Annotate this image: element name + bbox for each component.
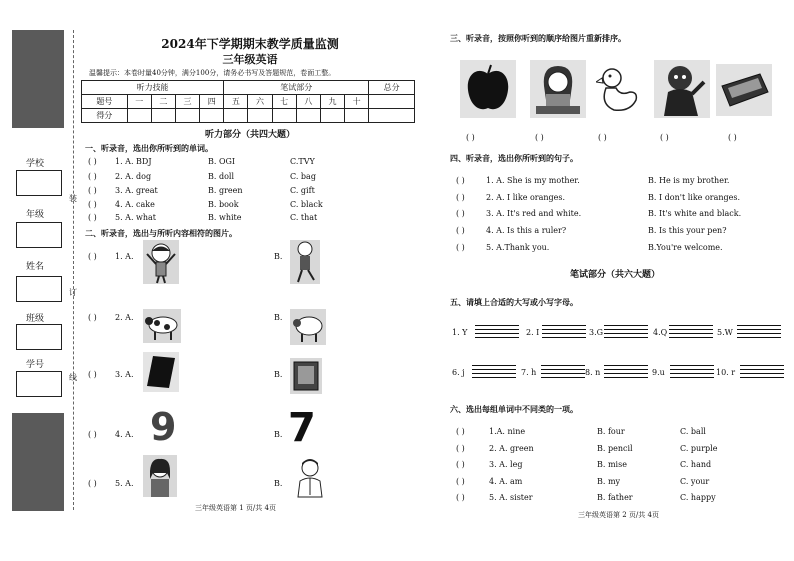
letter-writing-lines[interactable] [740,365,784,379]
order-blank[interactable]: ( ) [535,133,544,142]
answer-blank[interactable]: ( ) [88,370,97,379]
option-c: C.TVY [290,157,315,166]
score-col-4: 四 [200,95,224,109]
option-b: B. [274,252,283,261]
answer-blank[interactable]: ( ) [88,252,97,261]
option-c: C. purple [680,444,718,453]
sidebar-top-block [12,30,64,128]
score-cell[interactable] [320,109,344,123]
answer-blank[interactable]: ( ) [456,209,465,218]
option-a: 3. A. It's red and white. [486,209,582,218]
digit-nine-picture: 9 [150,405,177,449]
option-a: 2. A. green [489,444,534,453]
option-c: C. gift [290,186,315,195]
sidebar-label-school: 学校 [26,159,45,169]
option-a: 4. A. Is this a ruler? [486,226,567,235]
option-c: C. black [290,200,323,209]
score-cell[interactable] [296,109,320,123]
letter-prompt: 1. Y [452,328,468,337]
binding-mark-zhuang: 装 [69,194,77,203]
option-b: B. [274,370,283,379]
book-cover-picture [290,358,322,394]
q5-title: 五、请填上合适的大写或小写字母。 [450,297,578,307]
letter-writing-lines[interactable] [541,365,585,379]
option-b: B. father [597,493,633,502]
letter-prompt: 8. n [585,368,601,377]
letter-prompt: 7. h [521,368,537,377]
letter-writing-lines[interactable] [472,365,516,379]
order-blank[interactable]: ( ) [728,133,737,142]
option-b: B. my [597,477,621,486]
option-c: C. ball [680,427,706,436]
page-title: 2024年下学期期末教学质量监测 [161,37,339,51]
order-blank[interactable]: ( ) [598,133,607,142]
option-c: C. bag [290,172,316,181]
score-cell[interactable] [345,109,369,123]
option-a: 2. A. I like oranges. [486,193,566,202]
boy-picture [654,60,710,118]
option-b: B. doll [208,172,235,181]
option-b: B. four [597,427,625,436]
pencil-box-picture [716,64,772,116]
score-cell[interactable] [224,109,248,123]
option-a: 3. A. [115,370,134,379]
letter-prompt: 3.G [589,328,604,337]
option-b: B. [274,313,283,322]
score-cell[interactable] [248,109,272,123]
option-b: B. [274,479,283,488]
answer-blank[interactable]: ( ) [88,479,97,488]
option-a: 1. A. [115,252,134,261]
letter-writing-lines[interactable] [737,325,781,339]
score-header-listening: 听力技能 [82,81,224,95]
q6-title: 六、选出每组单词中不同类的一项。 [450,404,578,414]
answer-blank[interactable]: ( ) [456,477,465,486]
writing-section-title: 笔试部分（共六大题） [569,270,660,280]
option-c: C. happy [680,493,716,502]
score-col-5: 五 [224,95,248,109]
man-picture [293,455,327,499]
listening-section-title: 听力部分（共四大题） [204,130,295,140]
answer-blank[interactable]: ( ) [88,186,97,195]
option-a: 2. A. dog [115,172,152,181]
score-col-8: 八 [296,95,320,109]
option-a: 3. A. great [115,186,158,195]
score-col-10: 十 [345,95,369,109]
letter-prompt: 2. I [526,328,540,337]
girl-face-picture [143,240,179,284]
binding-mark-xian: 线 [69,373,77,382]
digit-seven-picture: 7 [288,405,316,451]
option-b: B.You're welcome. [648,243,723,252]
answer-blank[interactable]: ( ) [456,193,465,202]
option-b: B. [274,430,283,439]
score-table [81,80,415,123]
q4-title: 四、听录音，选出你所听到的句子。 [450,153,578,163]
option-a: 2. A. [115,313,134,322]
student-no-field[interactable] [16,371,62,397]
option-a: 3. A. leg [489,460,523,469]
duck-picture [596,62,640,118]
letter-writing-lines[interactable] [542,325,586,339]
answer-blank[interactable]: ( ) [88,213,97,222]
option-a: 5. A. what [115,213,157,222]
option-a: 1. A. BDJ [115,157,152,166]
score-cell[interactable] [127,109,151,123]
sidebar-label-name: 姓名 [26,262,45,272]
score-cell[interactable] [369,109,415,123]
page1-footer: 三年级英语第 1 页/共 4页 [195,504,276,512]
score-col-7: 七 [272,95,296,109]
sheep-picture [290,309,326,345]
option-b: B. green [208,186,243,195]
score-header-writing: 笔试部分 [224,81,369,95]
letter-prompt: 5.W [717,328,733,337]
class-field[interactable] [16,324,62,350]
letter-writing-lines[interactable] [604,365,648,379]
option-b: B. book [208,200,239,209]
score-col-1: 一 [127,95,151,109]
exam-notice: 温馨提示：本卷时量40分钟，满分100分，请务必书写及答题规范，卷面工整。 [89,69,336,77]
option-b: B. I don't like oranges. [648,193,741,202]
option-b: B. Is this your pen? [648,226,727,235]
letter-prompt: 10. r [716,368,736,377]
score-col-3: 三 [175,95,199,109]
answer-blank[interactable]: ( ) [88,200,97,209]
black-book-picture [143,352,179,392]
page2-footer: 三年级英语第 2 页/共 4页 [578,511,659,519]
letter-prompt: 4.Q [653,328,668,337]
option-a: 4. A. cake [115,200,155,209]
woman-picture [143,455,177,497]
sidebar-label-student-no: 学号 [26,360,45,370]
score-header-total: 总分 [369,81,415,95]
answer-blank[interactable]: ( ) [88,172,97,181]
score-col-2: 二 [151,95,175,109]
answer-blank[interactable]: ( ) [88,430,97,439]
option-a: 1.A. nine [489,427,526,436]
order-blank[interactable]: ( ) [660,133,669,142]
page-subtitle: 三年级英语 [222,53,278,66]
option-c: C. hand [680,460,712,469]
option-a: 1. A. She is my mother. [486,176,580,185]
option-a: 5. A.Thank you. [486,243,550,252]
answer-blank[interactable]: ( ) [88,313,97,322]
option-b: B. OGI [208,157,236,166]
grade-field[interactable] [16,222,62,248]
option-b: B. mise [597,460,627,469]
sidebar-label-class: 班级 [26,314,45,324]
option-b: B. white [208,213,242,222]
option-a: 4. A. am [489,477,523,486]
girl-at-desk-picture [530,60,586,118]
answer-blank[interactable]: ( ) [456,243,465,252]
answer-blank[interactable]: ( ) [456,427,465,436]
option-c: C. your [680,477,710,486]
letter-writing-lines[interactable] [669,325,713,339]
answer-blank[interactable]: ( ) [456,444,465,453]
option-b: B. He is my brother. [648,176,730,185]
cow-picture [143,309,181,343]
q3-title: 三、听录音，按照你听到的顺序给图片重新排序。 [450,33,626,43]
option-c: C. that [290,213,318,222]
name-field[interactable] [16,276,62,302]
answer-blank[interactable]: ( ) [88,157,97,166]
option-a: 4. A. [115,430,134,439]
option-b: B. It's white and black. [648,209,742,218]
letter-prompt: 6. j [452,368,465,377]
letter-writing-lines[interactable] [604,325,648,339]
letter-writing-lines[interactable] [475,325,519,339]
score-col-9: 九 [320,95,344,109]
score-row-label-score: 得分 [82,109,128,123]
sidebar-bottom-block [12,413,64,511]
option-a: 5. A. [115,479,134,488]
q1-title: 一、听录音，选出你所听到的单词。 [85,143,213,153]
letter-writing-lines[interactable] [670,365,714,379]
apple-picture [460,60,516,118]
score-cell[interactable] [151,109,175,123]
letter-prompt: 9.u [652,368,665,377]
option-b: B. pencil [597,444,633,453]
sidebar-label-grade: 年级 [26,210,45,220]
score-total-cell[interactable] [369,95,415,109]
order-blank[interactable]: ( ) [466,133,475,142]
answer-blank[interactable]: ( ) [456,493,465,502]
answer-blank[interactable]: ( ) [456,226,465,235]
score-cell[interactable] [175,109,199,123]
binding-line [73,30,74,510]
option-a: 5. A. sister [489,493,533,502]
score-cell[interactable] [272,109,296,123]
school-field[interactable] [16,170,62,196]
q2-title: 二、听录音，选出与所听内容相符的图片。 [85,228,237,238]
binding-mark-ding: 订 [69,288,77,297]
score-row-label-number: 题号 [82,95,128,109]
score-cell[interactable] [200,109,224,123]
answer-blank[interactable]: ( ) [456,460,465,469]
score-col-6: 六 [248,95,272,109]
answer-blank[interactable]: ( ) [456,176,465,185]
girl-leg-picture [290,240,320,284]
